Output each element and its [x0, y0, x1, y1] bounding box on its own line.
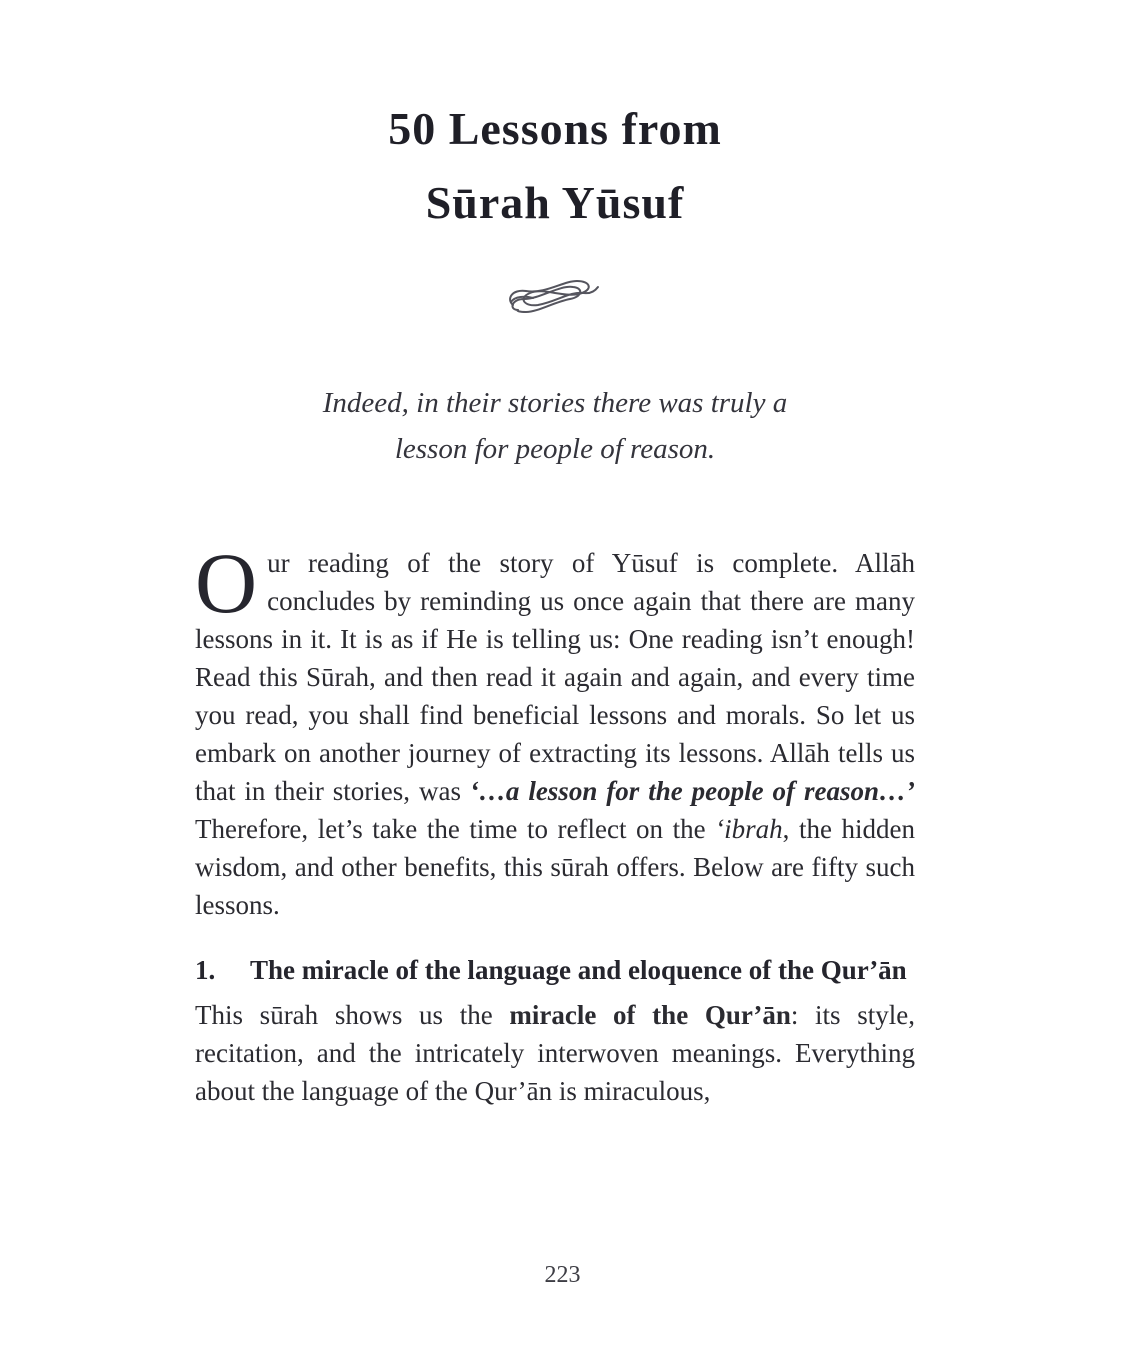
paragraph-text-run: This sūrah shows us the	[195, 1000, 510, 1030]
chapter-title-line1: 50 Lessons from	[388, 103, 722, 154]
quran-quote-run: ‘…a lesson for the people of reason…’	[469, 776, 915, 806]
paragraph-text-run: , the hidden wisdom, and other benefits, this sūrah offers. Below are fifty such lessons.	[195, 814, 915, 920]
section-title: The miracle of the language and eloquence of the Qur’ān	[250, 955, 907, 985]
page-number: 223	[544, 1262, 581, 1288]
section-number: 1.	[195, 955, 216, 985]
paragraph-text-run: : its style, recitation, and the intricately interwoven meanings. Everything about the language of the Qur’ān is miraculous,	[195, 1000, 915, 1106]
chapter-title	[195, 92, 915, 240]
page-content	[195, 0, 915, 1110]
arabic-term-run: ‘ibrah	[715, 814, 783, 844]
epigraph-line2: lesson for people of reason.	[394, 433, 716, 465]
section-1-paragraph	[195, 996, 915, 1110]
bold-phrase-run: miracle of the Qur’ān	[509, 1000, 791, 1030]
chapter-title-line2: Sūrah Yūsuf	[425, 177, 685, 228]
epigraph-quote	[195, 380, 915, 472]
epigraph-line1: Indeed, in their stories there was truly a	[322, 387, 788, 419]
paragraph-text-run: ur reading of the story of Yūsuf is complete. Allāh concludes by reminding us once again that there are many lessons in it. It is as if He is telling us: One reading isn’t enough! Read this Sūrah, and then read it again and again, and every time you read, you shall find beneficial lessons and morals. So let us embark on another journey of extracting its lessons. Allāh tells us that in their stories, was	[195, 548, 915, 806]
chapter-header	[195, 0, 915, 322]
drop-cap: O	[195, 535, 258, 631]
calligraphic-flourish-icon	[195, 270, 915, 322]
opening-paragraph	[195, 535, 915, 924]
section-1-heading	[195, 950, 915, 990]
paragraph-text-run: Therefore, let’s take the time to reflect on the	[195, 814, 716, 844]
